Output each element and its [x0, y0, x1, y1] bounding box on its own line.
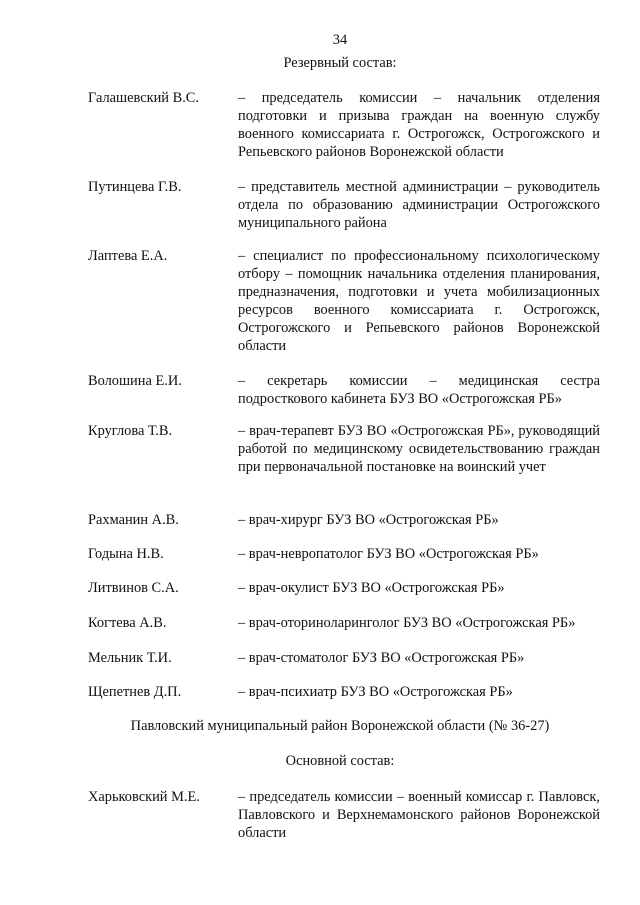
member-name: Волошина Е.И.	[88, 373, 182, 389]
member-role: – специалист по профессиональному психологическому отбору – помощник начальника отделения планирования, предназначения, подготовки и учета мобилизационных ресурсов военного комиссариата г. Острогожск, Острогожского и Репьевского районов Воронежской области	[238, 248, 600, 354]
member-role: – председатель комиссии – военный комиссар г. Павловск, Павловского и Верхнемамонского районов Воронежской области	[238, 789, 600, 841]
member-name: Галашевский В.С.	[88, 90, 199, 106]
member-role: – представитель местной администрации – руководитель отдела по образованию администрации Острогожского муниципального района	[238, 179, 600, 231]
page-number: 34	[332, 32, 348, 48]
member-role: – врач-окулист БУЗ ВО «Острогожская РБ»	[238, 580, 505, 596]
member-name: Мельник Т.И.	[88, 650, 172, 666]
member-role: – председатель комиссии – начальник отделения подготовки и призыва граждан на военную службу военного комиссариата г. Острогожск, Острогожского и Репьевского районов Воронежской области	[238, 90, 600, 160]
member-name: Лаптева Е.А.	[88, 248, 168, 264]
member-role: – врач-невропатолог БУЗ ВО «Острогожская РБ»	[238, 546, 539, 562]
member-name: Годына Н.В.	[88, 546, 164, 562]
member-name: Когтева А.В.	[88, 615, 167, 631]
member-name: Щепетнев Д.П.	[88, 684, 182, 700]
member-role: – врач-стоматолог БУЗ ВО «Острогожская РБ»	[238, 650, 525, 666]
member-role: – врач-терапевт БУЗ ВО «Острогожская РБ», руководящий работой по медицинскому освидетельствованию граждан при первоначальной постановке на воинский учет	[238, 423, 600, 475]
main-composition-heading: Основной состав:	[285, 753, 395, 769]
reserve-composition-heading: Резервный состав:	[283, 55, 397, 71]
member-role: – секретарь комиссии – медицинская сестра подросткового кабинета БУЗ ВО «Острогожская РБ»	[238, 373, 600, 407]
member-role: – врач-хирург БУЗ ВО «Острогожская РБ»	[238, 512, 499, 528]
member-name: Путинцева Г.В.	[88, 179, 182, 195]
district-heading: Павловский муниципальный район Воронежской области (№ 36-27)	[130, 718, 550, 734]
member-role: – врач-оториноларинголог БУЗ ВО «Острогожская РБ»	[238, 615, 576, 631]
member-name: Круглова Т.В.	[88, 423, 173, 439]
member-role: – врач-психиатр БУЗ ВО «Острогожская РБ»	[238, 684, 513, 700]
member-name: Харьковский М.Е.	[88, 789, 200, 805]
member-name: Литвинов С.А.	[88, 580, 179, 596]
member-name: Рахманин А.В.	[88, 512, 179, 528]
